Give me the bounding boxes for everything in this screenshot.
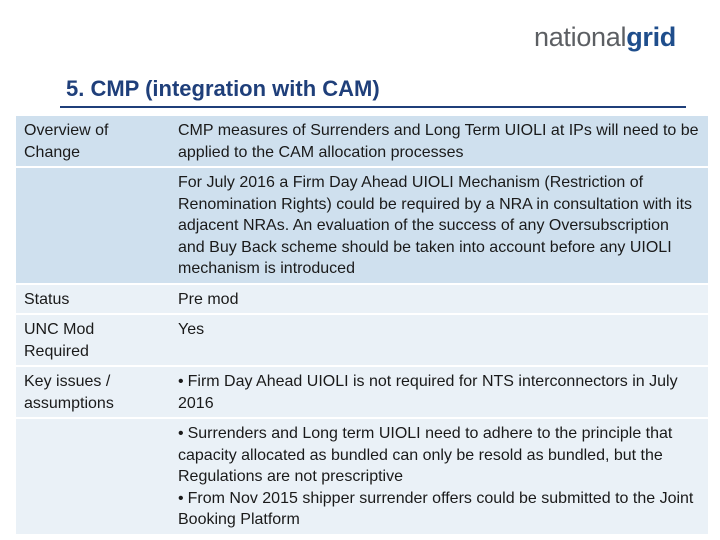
row-value-status: Pre mod (170, 284, 708, 315)
bullet-dot: • (178, 425, 184, 442)
row-value-overview: CMP measures of Surrenders and Long Term UIOLI at IPs will need to be applied to the CAM allocation processes (170, 115, 708, 167)
row-value-overview-uioli: For July 2016 a Firm Day Ahead UIOLI Mechanism (Restriction of Renomination Rights) could be required by a NRA in consultation with its adjacent NRAs. An evaluation of the success of any Oversubscription and Buy Back scheme should be taken into account before any UIOLI mechanism is introduced (170, 167, 708, 284)
bullet-text: Firm Day Ahead UIOLI is not required for NTS interconnectors in July 2016 (178, 373, 678, 412)
row-label-unc-mod: UNC Mod Required (16, 314, 170, 366)
slide-title: 5. CMP (integration with CAM) (66, 76, 380, 101)
logo-word-national: national (534, 22, 627, 52)
table-row (16, 115, 708, 167)
title-underline (60, 106, 686, 108)
change-summary-table (16, 114, 708, 534)
row-value-key-issues-more (170, 418, 708, 534)
logo-word-grid: grid (626, 22, 676, 52)
table-row (16, 418, 708, 534)
list-item (178, 488, 700, 531)
row-value-key-issues (170, 366, 708, 418)
row-label-empty (16, 418, 170, 534)
table-row (16, 314, 708, 366)
row-label-key-issues: Key issues / assumptions (16, 366, 170, 418)
table-row (16, 284, 708, 315)
row-label-overview: Overview of Change (16, 115, 170, 167)
bullet-text: Surrenders and Long term UIOLI need to adhere to the principle that capacity allocated as bundled can only be resold as bundled, but the Regulations are not prescriptive (178, 425, 673, 485)
list-item (178, 423, 700, 488)
national-grid-logo (534, 22, 676, 53)
table-row (16, 366, 708, 418)
bullet-dot: • (178, 489, 184, 507)
row-value-unc-mod: Yes (170, 314, 708, 366)
row-label-status: Status (16, 284, 170, 315)
bullet-text: From Nov 2015 shipper surrender offers could be submitted to the Joint Booking Platform (178, 489, 694, 528)
bullet-dot: • (178, 373, 184, 390)
table-row (16, 167, 708, 284)
row-label-empty (16, 167, 170, 284)
